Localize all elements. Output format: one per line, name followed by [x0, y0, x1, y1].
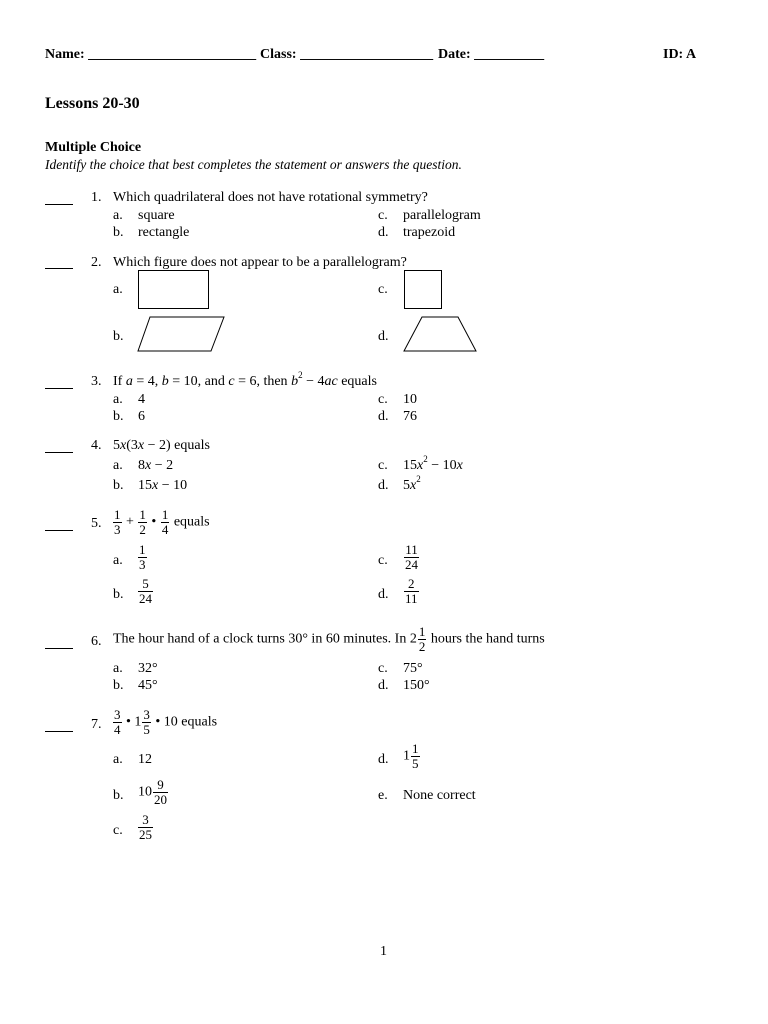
choice-letter: c. [378, 661, 388, 676]
choice-letter: c. [378, 553, 388, 568]
choice-letter: b. [113, 225, 124, 240]
question-number: 1. [91, 190, 102, 205]
square-figure [403, 269, 443, 311]
choice-letter: d. [378, 587, 389, 602]
choice-text: 4 [138, 392, 145, 407]
choice-letter: a. [113, 458, 123, 473]
question-text: $\frac{3}{4}$ • 1 $\frac{3}{5}$ • 10 equals [114, 707, 218, 737]
choice-text: 150° [403, 678, 430, 693]
question-number: 2. [91, 255, 102, 270]
choice-fraction: $\frac{5}{24}$ [139, 576, 152, 606]
section-instructions: Identify the choice that best completes the statement or answers the question. [45, 157, 462, 172]
choice-mixed-number: 1 $\frac{1}{5}$ [403, 741, 419, 771]
choice-letter: a. [113, 553, 123, 568]
question-text: Which quadrilateral does not have rotational symmetry? [113, 190, 428, 205]
choice-text: $5x^2$ [403, 474, 421, 493]
answer-blank[interactable] [45, 204, 73, 205]
choice-text: 10 [403, 392, 417, 407]
choice-text: parallelogram [403, 208, 481, 223]
rectangle-figure [137, 269, 211, 311]
choice-letter: d. [378, 478, 389, 493]
choice-letter: c. [378, 458, 388, 473]
choice-text: 12 [138, 752, 152, 767]
trapezoid-figure [402, 315, 478, 353]
name-line[interactable]: ________________________ [88, 47, 257, 62]
choice-text: 32° [138, 661, 158, 676]
choice-mixed-number: 10 $\frac{9}{20}$ [138, 777, 167, 807]
choice-letter: c. [378, 282, 388, 297]
choice-letter: b. [113, 678, 124, 693]
choice-letter: a. [113, 208, 123, 223]
choice-letter: a. [113, 282, 123, 297]
answer-blank[interactable] [45, 731, 73, 732]
choice-letter: b. [113, 329, 124, 344]
choice-fraction: $\frac{1}{3}$ [139, 542, 146, 572]
class-label: Class: [260, 47, 297, 62]
choice-fraction: $\frac{2}{11}$ [405, 576, 418, 606]
answer-blank[interactable] [45, 388, 73, 389]
answer-blank[interactable] [45, 648, 73, 649]
choice-text: $15x^2 - 10x$ [403, 454, 463, 473]
question-text: $\frac{1}{3}$ + $\frac{1}{2}$ • $\frac{1}{4}$ equals [114, 507, 210, 537]
choice-letter: a. [113, 392, 123, 407]
choice-text: 75° [403, 661, 423, 676]
question-number: 3. [91, 374, 102, 389]
date-field [438, 47, 544, 63]
name-label: Name: [45, 47, 85, 62]
question-text: 5x(3x − 2) equals [113, 438, 210, 453]
choice-letter: e. [378, 788, 388, 803]
class-line[interactable]: ___________________ [300, 47, 434, 62]
class-field [260, 47, 433, 63]
question-number: 6. [91, 634, 102, 649]
question-number: 4. [91, 438, 102, 453]
question-text: The hour hand of a clock turns 30° in 60 minutes. In 2 $\frac{1}{2}$ hours the hand turns [113, 624, 545, 654]
date-line[interactable]: __________ [474, 47, 545, 62]
date-label: Date: [438, 47, 471, 62]
choice-letter: c. [378, 208, 388, 223]
choice-text: 15x − 10 [138, 478, 188, 493]
choice-text: square [138, 208, 175, 223]
choice-letter: c. [378, 392, 388, 407]
parallelogram-figure [136, 315, 226, 353]
choice-letter: d. [378, 678, 389, 693]
choice-text: 6 [138, 409, 145, 424]
choice-letter: d. [378, 329, 389, 344]
choice-letter: b. [113, 587, 124, 602]
question-text: If a = 4, b = 10, and c = 6, then $b^2 - 4ac$ equals [113, 370, 377, 389]
choice-letter: d. [378, 409, 389, 424]
choice-letter: a. [113, 661, 123, 676]
choice-letter: d. [378, 225, 389, 240]
question-number: 7. [91, 717, 102, 732]
choice-letter: b. [113, 788, 124, 803]
choice-text: rectangle [138, 225, 190, 240]
section-heading: Multiple Choice [45, 140, 142, 155]
answer-blank[interactable] [45, 268, 73, 269]
page-title: Lessons 20-30 [45, 95, 140, 112]
choice-letter: d. [378, 752, 389, 767]
question-text: Which figure does not appear to be a parallelogram? [113, 255, 407, 270]
id-label: ID: A [663, 47, 697, 62]
choice-text: 76 [403, 409, 417, 424]
answer-blank[interactable] [45, 452, 73, 453]
answer-blank[interactable] [45, 530, 73, 531]
page-number: 1 [380, 944, 387, 959]
choice-letter: b. [113, 409, 124, 424]
choice-letter: c. [113, 823, 123, 838]
choice-letter: a. [113, 752, 123, 767]
choice-fraction: $\frac{11}{24}$ [405, 542, 418, 572]
name-field [45, 47, 256, 63]
choice-text: trapezoid [403, 225, 456, 240]
choice-text: 8x − 2 [138, 458, 174, 473]
choice-letter: b. [113, 478, 124, 493]
question-number: 5. [91, 516, 102, 531]
choice-text: 45° [138, 678, 158, 693]
choice-text: None correct [403, 788, 476, 803]
choice-fraction: $\frac{3}{25}$ [139, 812, 152, 842]
